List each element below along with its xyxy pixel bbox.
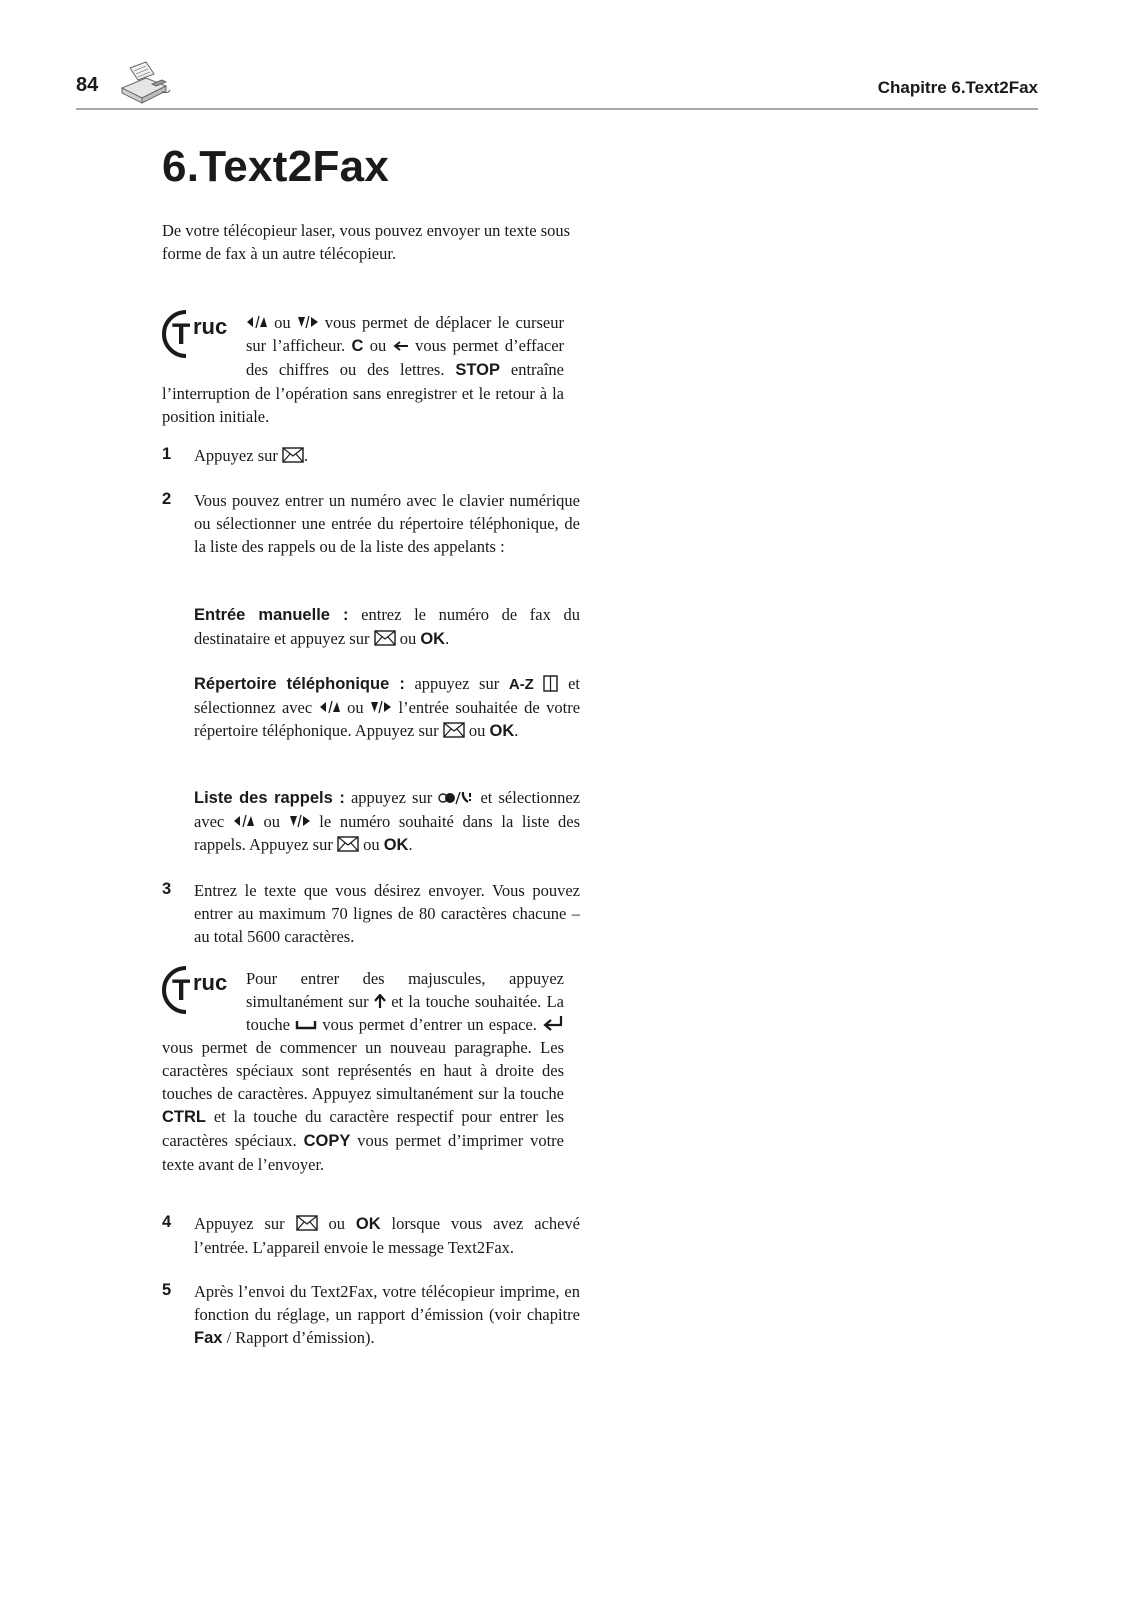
step5-text-2: / Rapport d’émission). <box>226 1328 375 1347</box>
redial-label: Liste des rappels : <box>194 789 345 807</box>
redial-end: . <box>408 835 413 854</box>
redial-text-3: ou <box>263 812 281 831</box>
step-4 <box>194 1212 580 1259</box>
tip2-text-3: vous permet d’entrer un espace. <box>322 1015 537 1034</box>
tip-box-navigation <box>162 311 564 428</box>
step-1 <box>194 444 580 467</box>
down-right-arrow-key-icon <box>297 315 319 329</box>
copy-key: COPY <box>303 1132 351 1150</box>
tip2-text-2: et la touche souhaitée. La touche <box>246 992 564 1034</box>
fax-chapter-ref: Fax <box>194 1329 223 1347</box>
intro-paragraph: De votre télécopieur laser, vous pouvez envoyer un texte sous forme de fax à un autre télécopieur. <box>162 221 571 263</box>
step-2-manual-entry <box>194 603 580 651</box>
space-key-icon <box>295 1020 317 1030</box>
step-2-text: Vous pouvez entrer un numéro avec le clavier numérique ou sélectionner une entrée du répertoire téléphonique, de la liste des rappels ou de la liste des appelants : <box>194 491 580 556</box>
svg-text:T: T <box>172 974 191 1007</box>
tip2-text-5: et la touche du caractère respectif pour entrer les caractères spéciaux. <box>162 1107 565 1150</box>
down-right-arrow-key-icon <box>289 814 311 828</box>
tip1-text-1: ou <box>274 313 291 332</box>
header-divider <box>76 108 1038 110</box>
tip1-text-4: vous permet d’effacer des chiffres ou des lettres. <box>246 336 565 379</box>
fax-start-envelope-icon <box>374 630 396 646</box>
svg-text:T: T <box>172 318 191 351</box>
step1-text: Appuyez sur <box>194 446 278 465</box>
fax-machine-icon <box>116 58 172 106</box>
step4-text-1: Appuyez sur <box>194 1214 285 1233</box>
tip-box-text-entry <box>162 967 564 1176</box>
redial-text-4: le numéro souhaité dans la liste des rappels. Appuyez sur <box>194 812 581 854</box>
ok-key: OK <box>489 722 515 740</box>
manual-entry-label: Entrée manuelle : <box>194 606 349 624</box>
tip2-text-6: vous permet d’imprimer votre texte avant de l’envoyer. <box>162 1131 564 1174</box>
tip1-text-3: ou <box>369 336 387 355</box>
step4-text-2: ou <box>328 1214 345 1233</box>
page-title: 6.Text2Fax <box>162 142 390 191</box>
svg-text:ruc: ruc <box>193 970 228 995</box>
redial-callers-list-icon <box>438 790 474 805</box>
step-5 <box>194 1280 580 1350</box>
step-2-directory <box>194 672 580 743</box>
shift-arrow-icon <box>374 994 386 1009</box>
directory-text-4: l’entrée souhaitée de votre répertoire téléphonique. Appuyez sur <box>194 698 581 740</box>
fax-start-envelope-icon <box>443 722 465 738</box>
truc-tip-icon <box>160 962 242 1018</box>
directory-text-1: appuyez sur <box>414 674 500 693</box>
directory-text-3: ou <box>347 698 364 717</box>
redial-text-1: appuyez sur <box>350 788 433 807</box>
fax-start-envelope-icon <box>296 1215 318 1231</box>
truc-tip-icon <box>160 306 242 362</box>
directory-text-5: ou <box>468 721 486 740</box>
redial-text-2: et sélectionnez avec <box>194 788 581 831</box>
directory-label: Répertoire téléphonique : <box>194 675 405 693</box>
ok-key: OK <box>355 1215 381 1233</box>
az-key-label: A-Z <box>508 676 534 693</box>
step-number-2: 2 <box>162 490 172 508</box>
manual-entry-or: ou <box>399 629 417 648</box>
page-number: 84 <box>76 74 99 96</box>
ok-key: OK <box>383 836 409 854</box>
step5-text-1: Après l’envoi du Text2Fax, votre télécopieur imprime, en fonction du réglage, un rapport d’émission (voir chapitre <box>194 1282 580 1324</box>
left-up-arrow-key-icon <box>319 700 341 714</box>
key-c: C <box>351 337 364 355</box>
tip1-text-2: vous permet de déplacer le curseur sur l’afficheur. <box>246 313 564 355</box>
key-stop: STOP <box>455 361 500 379</box>
tip2-text-4: vous permet de commencer un nouveau paragraphe. Les caractères spéciaux sont représentés en haut à droite des touches de caractères. Appuyez simultanément sur la touche <box>162 1038 564 1103</box>
chapter-title: Chapitre 6.Text2Fax <box>877 78 1038 97</box>
enter-key-icon <box>542 1015 564 1031</box>
directory-text-2: et sélectionnez avec <box>194 674 581 717</box>
svg-text:ruc: ruc <box>193 314 228 339</box>
ctrl-key: CTRL <box>162 1108 206 1126</box>
step4-text-3: lorsque vous avez achevé l’entrée. L’appareil envoie le message Text2Fax. <box>194 1214 580 1257</box>
step-number-3: 3 <box>162 880 172 898</box>
step-number-1: 1 <box>162 445 172 463</box>
ok-key: OK <box>420 630 446 648</box>
directory-end: . <box>514 721 519 740</box>
backspace-arrow-icon <box>393 340 409 352</box>
fax-start-envelope-icon <box>282 447 304 463</box>
left-up-arrow-key-icon <box>233 814 255 828</box>
step1-end: . <box>303 446 309 465</box>
step-3-text: Entrez le texte que vous désirez envoyer. Vous pouvez entrer au maximum 70 lignes de 80 caractères chacune – au total 5600 caractères. <box>194 881 580 946</box>
fax-start-envelope-icon <box>337 836 359 852</box>
tip1-text-5: entraîne l’interruption de l’opération sans enregistrer et le retour à la position initiale. <box>162 360 565 426</box>
step-number-5: 5 <box>162 1281 172 1299</box>
tip2-text-1: Pour entrer des majuscules, appuyez simultanément sur <box>246 969 564 1011</box>
left-up-arrow-key-icon <box>246 315 268 329</box>
manual-entry-end: . <box>445 629 450 648</box>
step-number-4: 4 <box>162 1213 172 1231</box>
phonebook-icon <box>543 675 558 692</box>
step-2-redial-list <box>194 786 580 857</box>
manual-entry-text: entrez le numéro de fax du destinataire et appuyez sur <box>194 605 580 648</box>
down-right-arrow-key-icon <box>370 700 392 714</box>
redial-text-5: ou <box>363 835 380 854</box>
